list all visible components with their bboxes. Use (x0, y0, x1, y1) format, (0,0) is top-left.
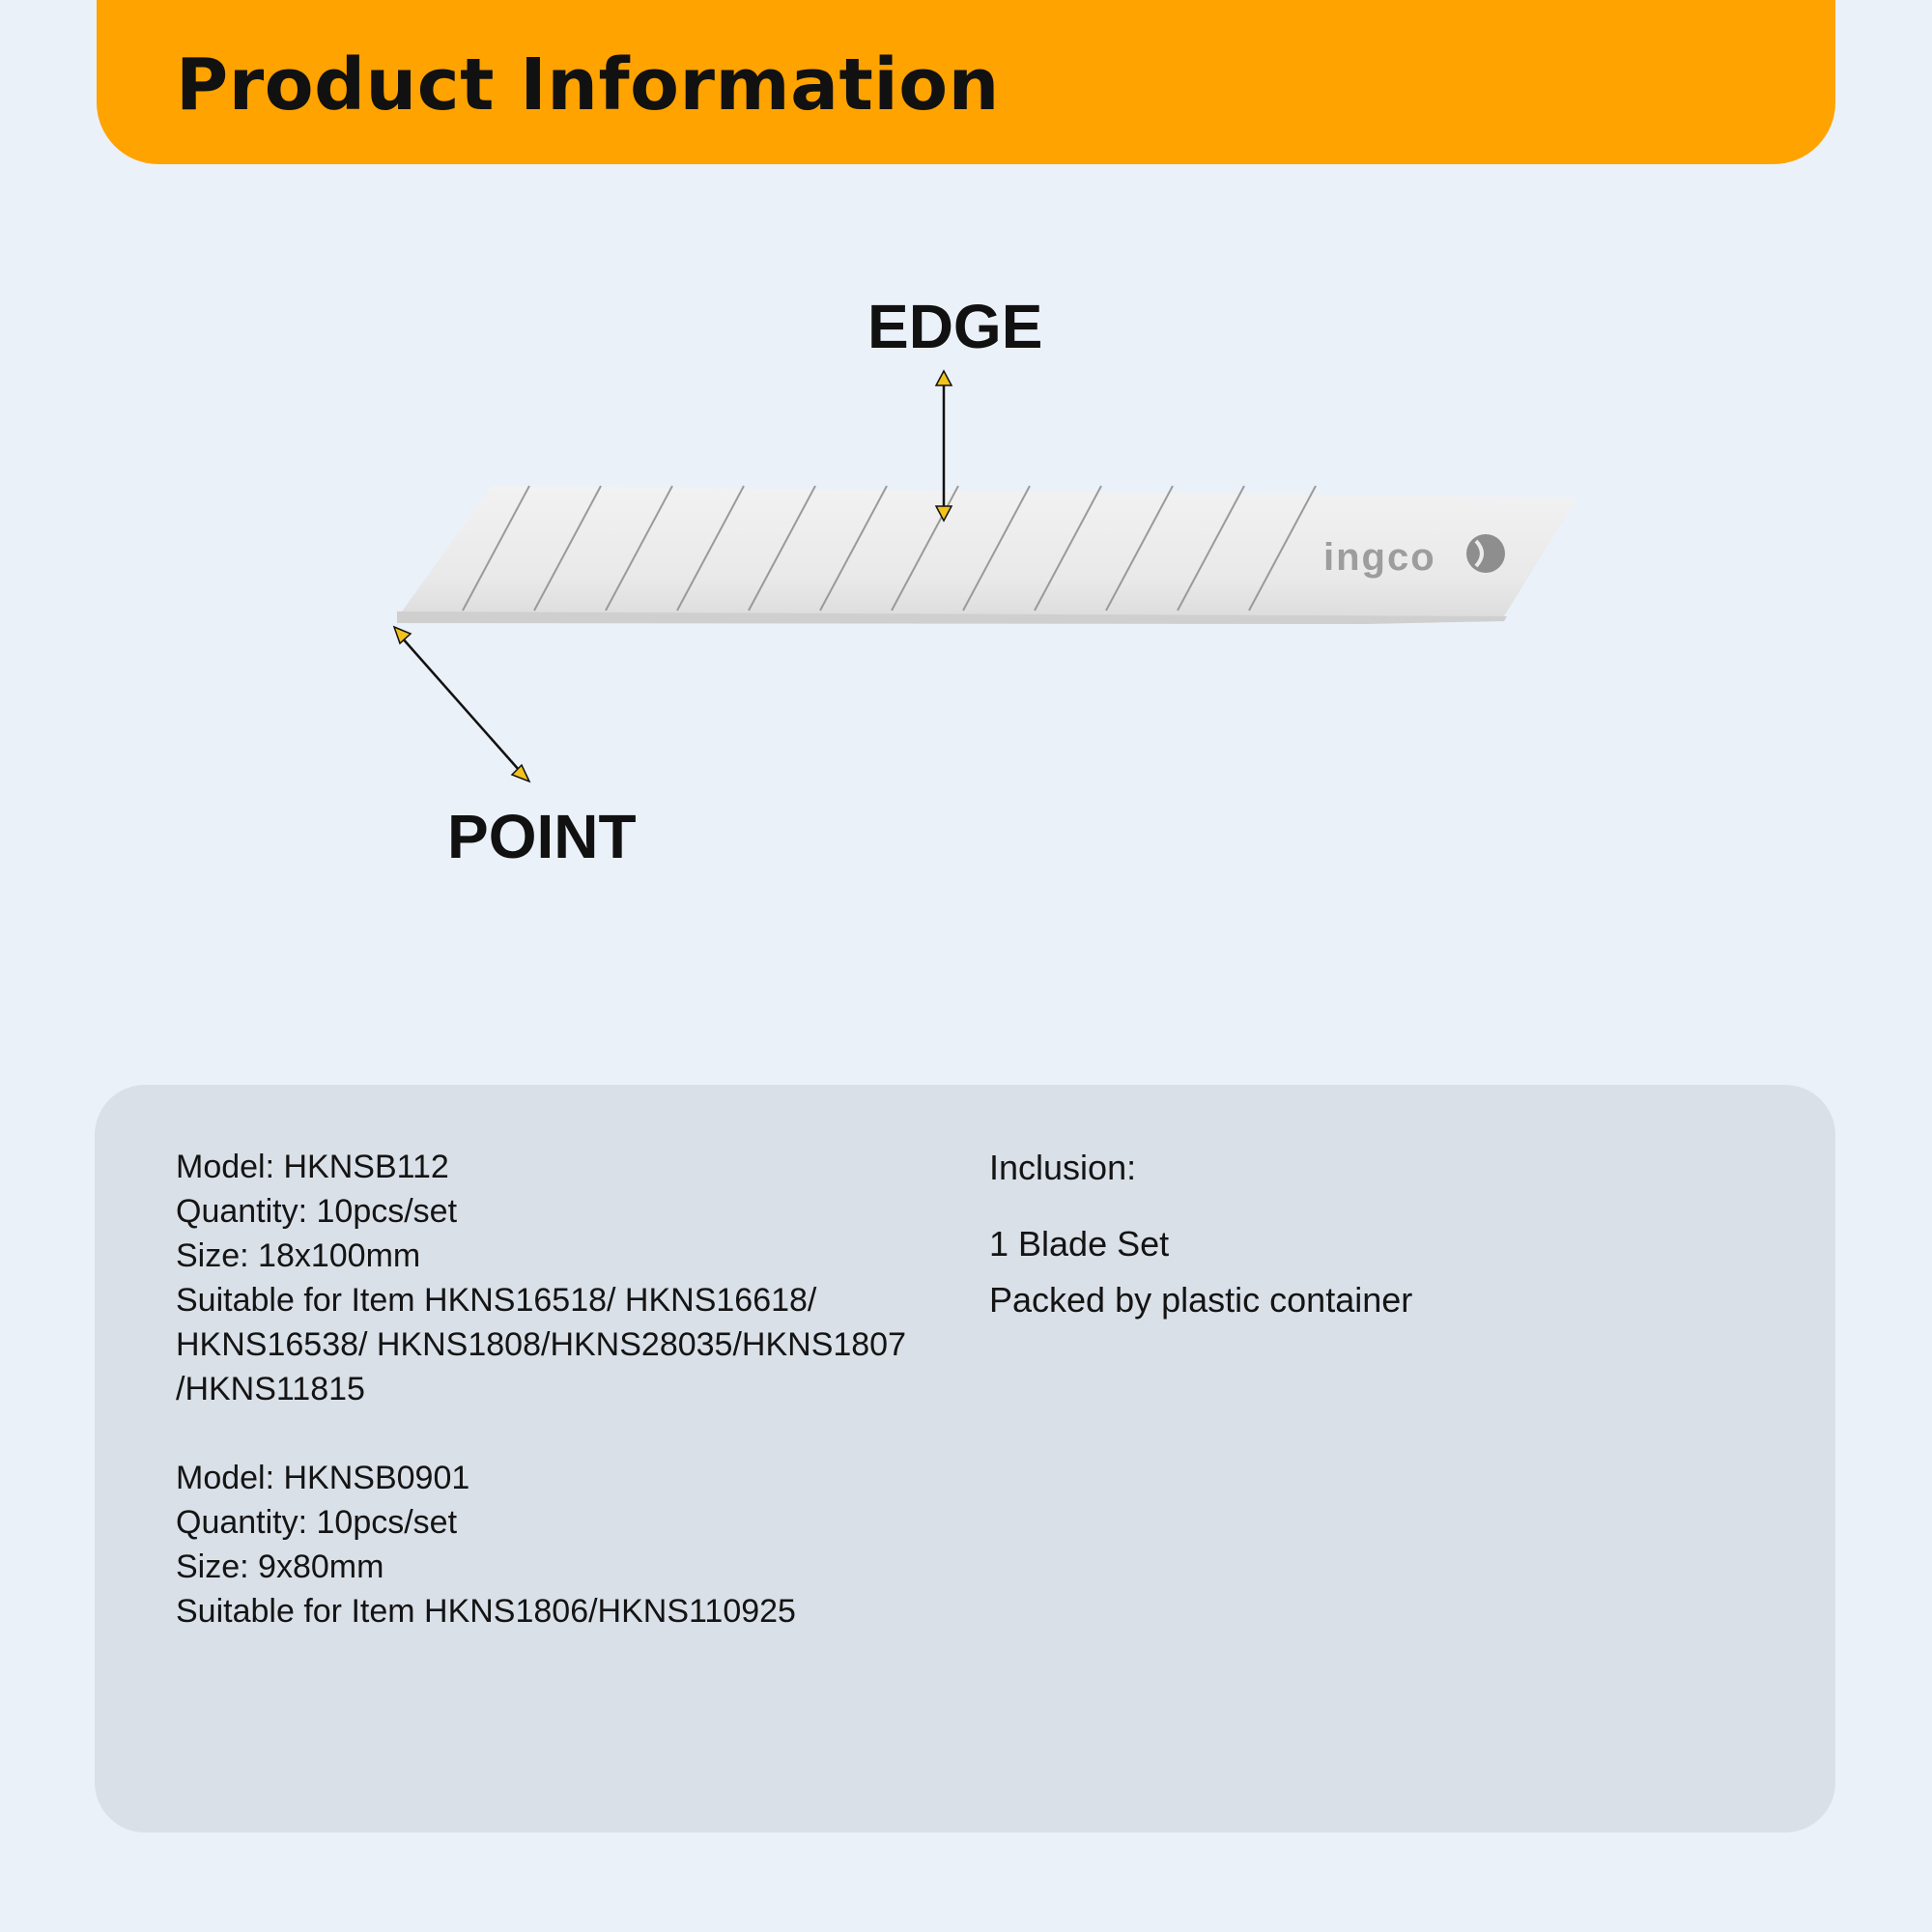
page-title: Product Information (176, 43, 1000, 127)
suitable-text: Suitable for Item HKNS1806/HKNS110925 (176, 1593, 796, 1630)
inclusion-item: 1 Blade Set (989, 1224, 1170, 1264)
model-text: Model: HKNSB0901 (176, 1460, 470, 1496)
inclusion-item: Packed by plastic container (989, 1280, 1413, 1320)
spec-panel (95, 1085, 1835, 1833)
quantity-text: Quantity: 10pcs/set (176, 1504, 458, 1541)
brand-logo-icon (1466, 534, 1505, 573)
inclusion-list (989, 1216, 1743, 1328)
suitable-text: HKNS16538/ HKNS1808/HKNS28035/HKNS1807 (176, 1326, 907, 1363)
suitable-text: /HKNS11815 (176, 1371, 365, 1407)
spec-spacer (176, 1411, 929, 1456)
model-text: Model: HKNSB112 (176, 1149, 449, 1185)
blade-notch (454, 484, 492, 490)
size-text: Size: 18x100mm (176, 1237, 421, 1274)
suitable-text: Suitable for Item HKNS16518/ HKNS16618/ (176, 1282, 817, 1319)
blade-brand-text: ingco (1323, 536, 1436, 579)
quantity-text: Quantity: 10pcs/set (176, 1193, 458, 1230)
inclusion-title: Inclusion: (989, 1148, 1137, 1187)
edge-label: EDGE (867, 292, 1043, 361)
spec-models (176, 1145, 929, 1634)
size-text: Size: 9x80mm (176, 1548, 384, 1585)
point-label: POINT (447, 802, 637, 871)
inclusion-section (989, 1145, 1743, 1328)
point-arrow (394, 627, 529, 781)
